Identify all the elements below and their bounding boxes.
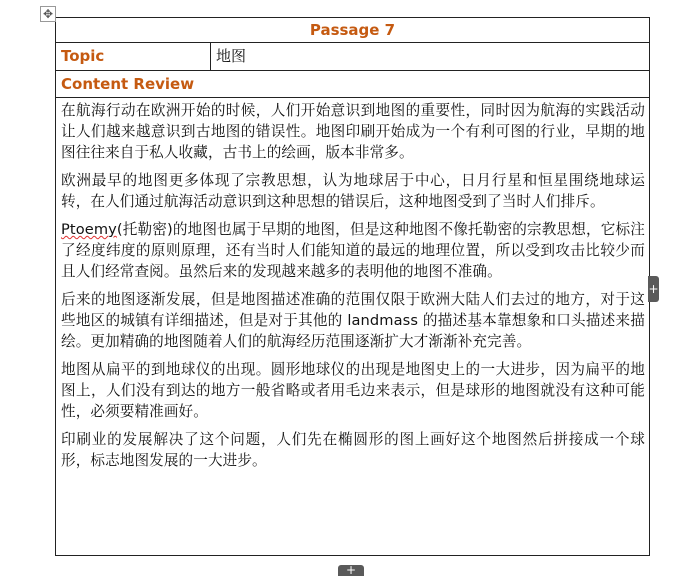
- topic-label: Topic: [56, 43, 211, 70]
- paragraph-6: 印刷业的发展解决了这个问题，人们先在椭圆形的图上画好这个地图然后拼接成一个球形，标志地图发展的一大进步。: [61, 431, 645, 469]
- topic-row: [56, 43, 649, 71]
- paragraph-3-text: (托勒密)的地图也属于早期的地图，但是这种地图不像托勒密的宗教思想，它标注了经度纬度的原则原理，还有当时人们能知道的最远的地理位置，所以受到攻击比较少而且人们经常查阅。虽然后来的发现越来越多的表明他的地图不准确。: [61, 221, 645, 280]
- passage-title: Passage 7: [56, 18, 649, 43]
- content-review-body: [56, 98, 649, 555]
- spellcheck-word: Ptoemy: [61, 221, 117, 238]
- table-move-handle-icon[interactable]: ✥: [40, 6, 56, 22]
- add-row-icon[interactable]: +: [338, 565, 364, 576]
- paragraph-5: 地图从扁平的到地球仪的出现。圆形地球仪的出现是地图史上的一大进步，因为扁平的地图上，人们没有到达的地方一般省略或者用毛边来表示，但是球形的地图就没有这种可能性，必须要精准画好。: [61, 361, 645, 420]
- content-review-label: Content Review: [56, 71, 649, 98]
- paragraph-3: [61, 219, 645, 282]
- paragraph-4: 后来的地图逐渐发展，但是地图描述准确的范围仅限于欧洲大陆人们去过的地方，对于这些地区的城镇有详细描述，但是对于其他的 landmass 的描述基本靠想象和口头描述来描绘。更加精确的地图随着人们的航海经历范围逐渐扩大才渐渐补充完善。: [61, 291, 645, 350]
- paragraph-2: 欧洲最早的地图更多体现了宗教思想，认为地球居于中心，日月行星和恒星围绕地球运转，在人们通过航海活动意识到这种思想的错误后，这种地图受到了当时人们排斥。: [61, 172, 645, 210]
- passage-table: [55, 17, 650, 556]
- add-column-icon[interactable]: +: [648, 276, 659, 302]
- topic-value: 地图: [216, 47, 247, 65]
- paragraph-1: 在航海行动在欧洲开始的时候，人们开始意识到地图的重要性，同时因为航海的实践活动让人们越来越意识到古地图的错误性。地图印刷开始成为一个有利可图的行业，早期的地图往往来自于私人收藏，古书上的绘画，版本非常多。: [61, 102, 645, 161]
